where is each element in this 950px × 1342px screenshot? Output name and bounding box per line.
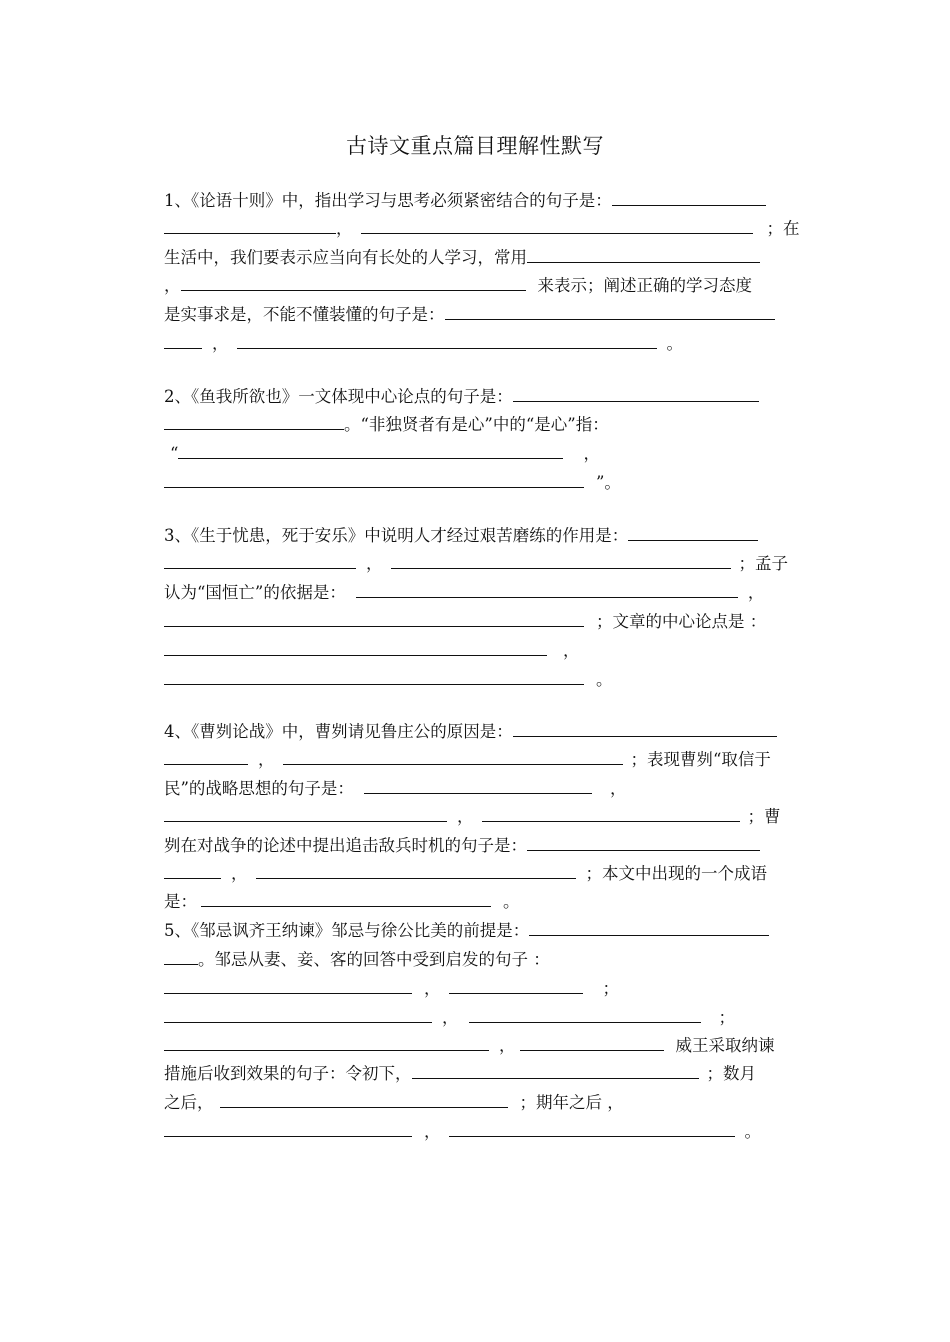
answer-blank[interactable] <box>612 187 766 206</box>
answer-blank[interactable] <box>412 1060 699 1079</box>
q2-line-4: ”。 <box>164 469 621 495</box>
answer-blank[interactable] <box>520 1032 664 1051</box>
answer-blank[interactable] <box>527 244 760 263</box>
answer-blank[interactable] <box>513 383 759 402</box>
answer-blank[interactable] <box>164 215 336 234</box>
answer-blank[interactable] <box>220 1089 508 1108</box>
answer-blank[interactable] <box>164 469 584 488</box>
answer-blank[interactable] <box>164 411 344 430</box>
q5-line-2: 。邹忌从妻、妾、客的回答中受到启发的句子 ： <box>164 946 550 972</box>
answer-blank[interactable] <box>513 718 777 737</box>
q3-line-6: 。 <box>164 666 613 692</box>
q3-line-1 <box>164 522 758 548</box>
answer-blank[interactable] <box>527 832 760 851</box>
q1-prompt: 1、《论语十则》中，指出学习与思考必须紧密结合的句子是： <box>164 191 612 210</box>
q5-prompt: 5、《邹忌讽齐王纳谏》邹忌与徐公比美的前提是： <box>164 921 530 940</box>
q5-line-8: ， 。 <box>164 1118 761 1144</box>
q1-line-4: ， 来表示；阐述正确的学习态度 <box>164 272 752 298</box>
q3-prompt: 3、《生于忧患，死于安乐》中说明人才经过艰苦磨练的作用是： <box>164 526 629 545</box>
q1-line-6: ， 。 <box>164 330 683 356</box>
answer-blank[interactable] <box>164 860 221 879</box>
answer-blank[interactable] <box>364 775 592 794</box>
q2-line-1 <box>164 383 759 409</box>
answer-blank[interactable] <box>164 330 202 349</box>
q2-line-3: “ ， <box>164 440 600 466</box>
answer-blank[interactable] <box>628 522 758 541</box>
answer-blank[interactable] <box>283 746 623 765</box>
q2-prompt: 2、《鱼我所欲也》一文体现中心论点的句子是： <box>164 387 513 406</box>
q5-line-3: ， ； <box>164 975 619 1001</box>
q4-line-5: 刿在对战争的论述中提出追击敌兵时机的句子是： <box>164 832 760 858</box>
q4-line-2: ， ；表现曹刿“取信于 <box>164 746 771 772</box>
q4-line-3: 民”的战略思想的句子是： ， <box>164 775 626 801</box>
q1-line-2: ， ；在 <box>164 215 800 241</box>
page-title: 古诗文重点篇目理解性默写 <box>346 134 604 158</box>
answer-blank[interactable] <box>449 1118 735 1137</box>
q5-line-1 <box>164 917 769 943</box>
answer-blank[interactable] <box>178 440 563 459</box>
q1-line-5: 是实事求是，不能不懂装懂的句子是： <box>164 301 775 327</box>
answer-blank[interactable] <box>237 330 657 349</box>
q4-line-4: ， ；曹 <box>164 803 781 829</box>
q5-line-7: 之后， ；期年之后 ， <box>164 1089 624 1115</box>
answer-blank[interactable] <box>164 1004 432 1023</box>
q4-line-1 <box>164 718 777 744</box>
answer-blank[interactable] <box>445 301 775 320</box>
answer-blank[interactable] <box>469 1004 701 1023</box>
answer-blank[interactable] <box>164 637 547 656</box>
answer-blank[interactable] <box>361 215 753 234</box>
answer-blank[interactable] <box>391 550 731 569</box>
answer-blank[interactable] <box>164 608 584 627</box>
q5-line-5: ， 威王采取纳谏 <box>164 1032 775 1058</box>
q4-line-7: 是： 。 <box>164 888 520 914</box>
answer-blank[interactable] <box>529 917 769 936</box>
answer-blank[interactable] <box>256 860 576 879</box>
q5-line-4: ， ； <box>164 1004 735 1030</box>
q3-line-2: ， ；孟子 <box>164 550 788 576</box>
q4-line-6: ， ；本文中出现的一个成语 <box>164 860 767 886</box>
answer-blank[interactable] <box>164 1032 489 1051</box>
q1-line-1 <box>164 187 766 213</box>
answer-blank[interactable] <box>181 272 526 291</box>
answer-blank[interactable] <box>164 666 584 685</box>
q1-line-3: 生活中，我们要表示应当向有长处的人学习，常用 <box>164 244 760 270</box>
answer-blank[interactable] <box>201 888 491 907</box>
q2-line-2: 。“非独贤者有是心”中的“是心”指： <box>164 411 609 437</box>
answer-blank[interactable] <box>164 803 447 822</box>
answer-blank[interactable] <box>164 1118 412 1137</box>
answer-blank[interactable] <box>164 746 248 765</box>
answer-blank[interactable] <box>164 550 356 569</box>
answer-blank[interactable] <box>449 975 583 994</box>
answer-blank[interactable] <box>164 975 412 994</box>
q4-prompt: 4、《曹刿论战》中，曹刿请见鲁庄公的原因是： <box>164 722 513 741</box>
answer-blank[interactable] <box>164 946 198 965</box>
answer-blank[interactable] <box>482 803 740 822</box>
q5-line-6: 措施后收到效果的句子：令初下， ；数月 <box>164 1060 756 1086</box>
q3-line-5: ， <box>164 637 580 663</box>
q3-line-3: 认为“国恒亡”的依据是： ， <box>164 579 764 605</box>
q3-line-4: ；文章的中心论点是 ： <box>164 608 766 634</box>
answer-blank[interactable] <box>356 579 738 598</box>
